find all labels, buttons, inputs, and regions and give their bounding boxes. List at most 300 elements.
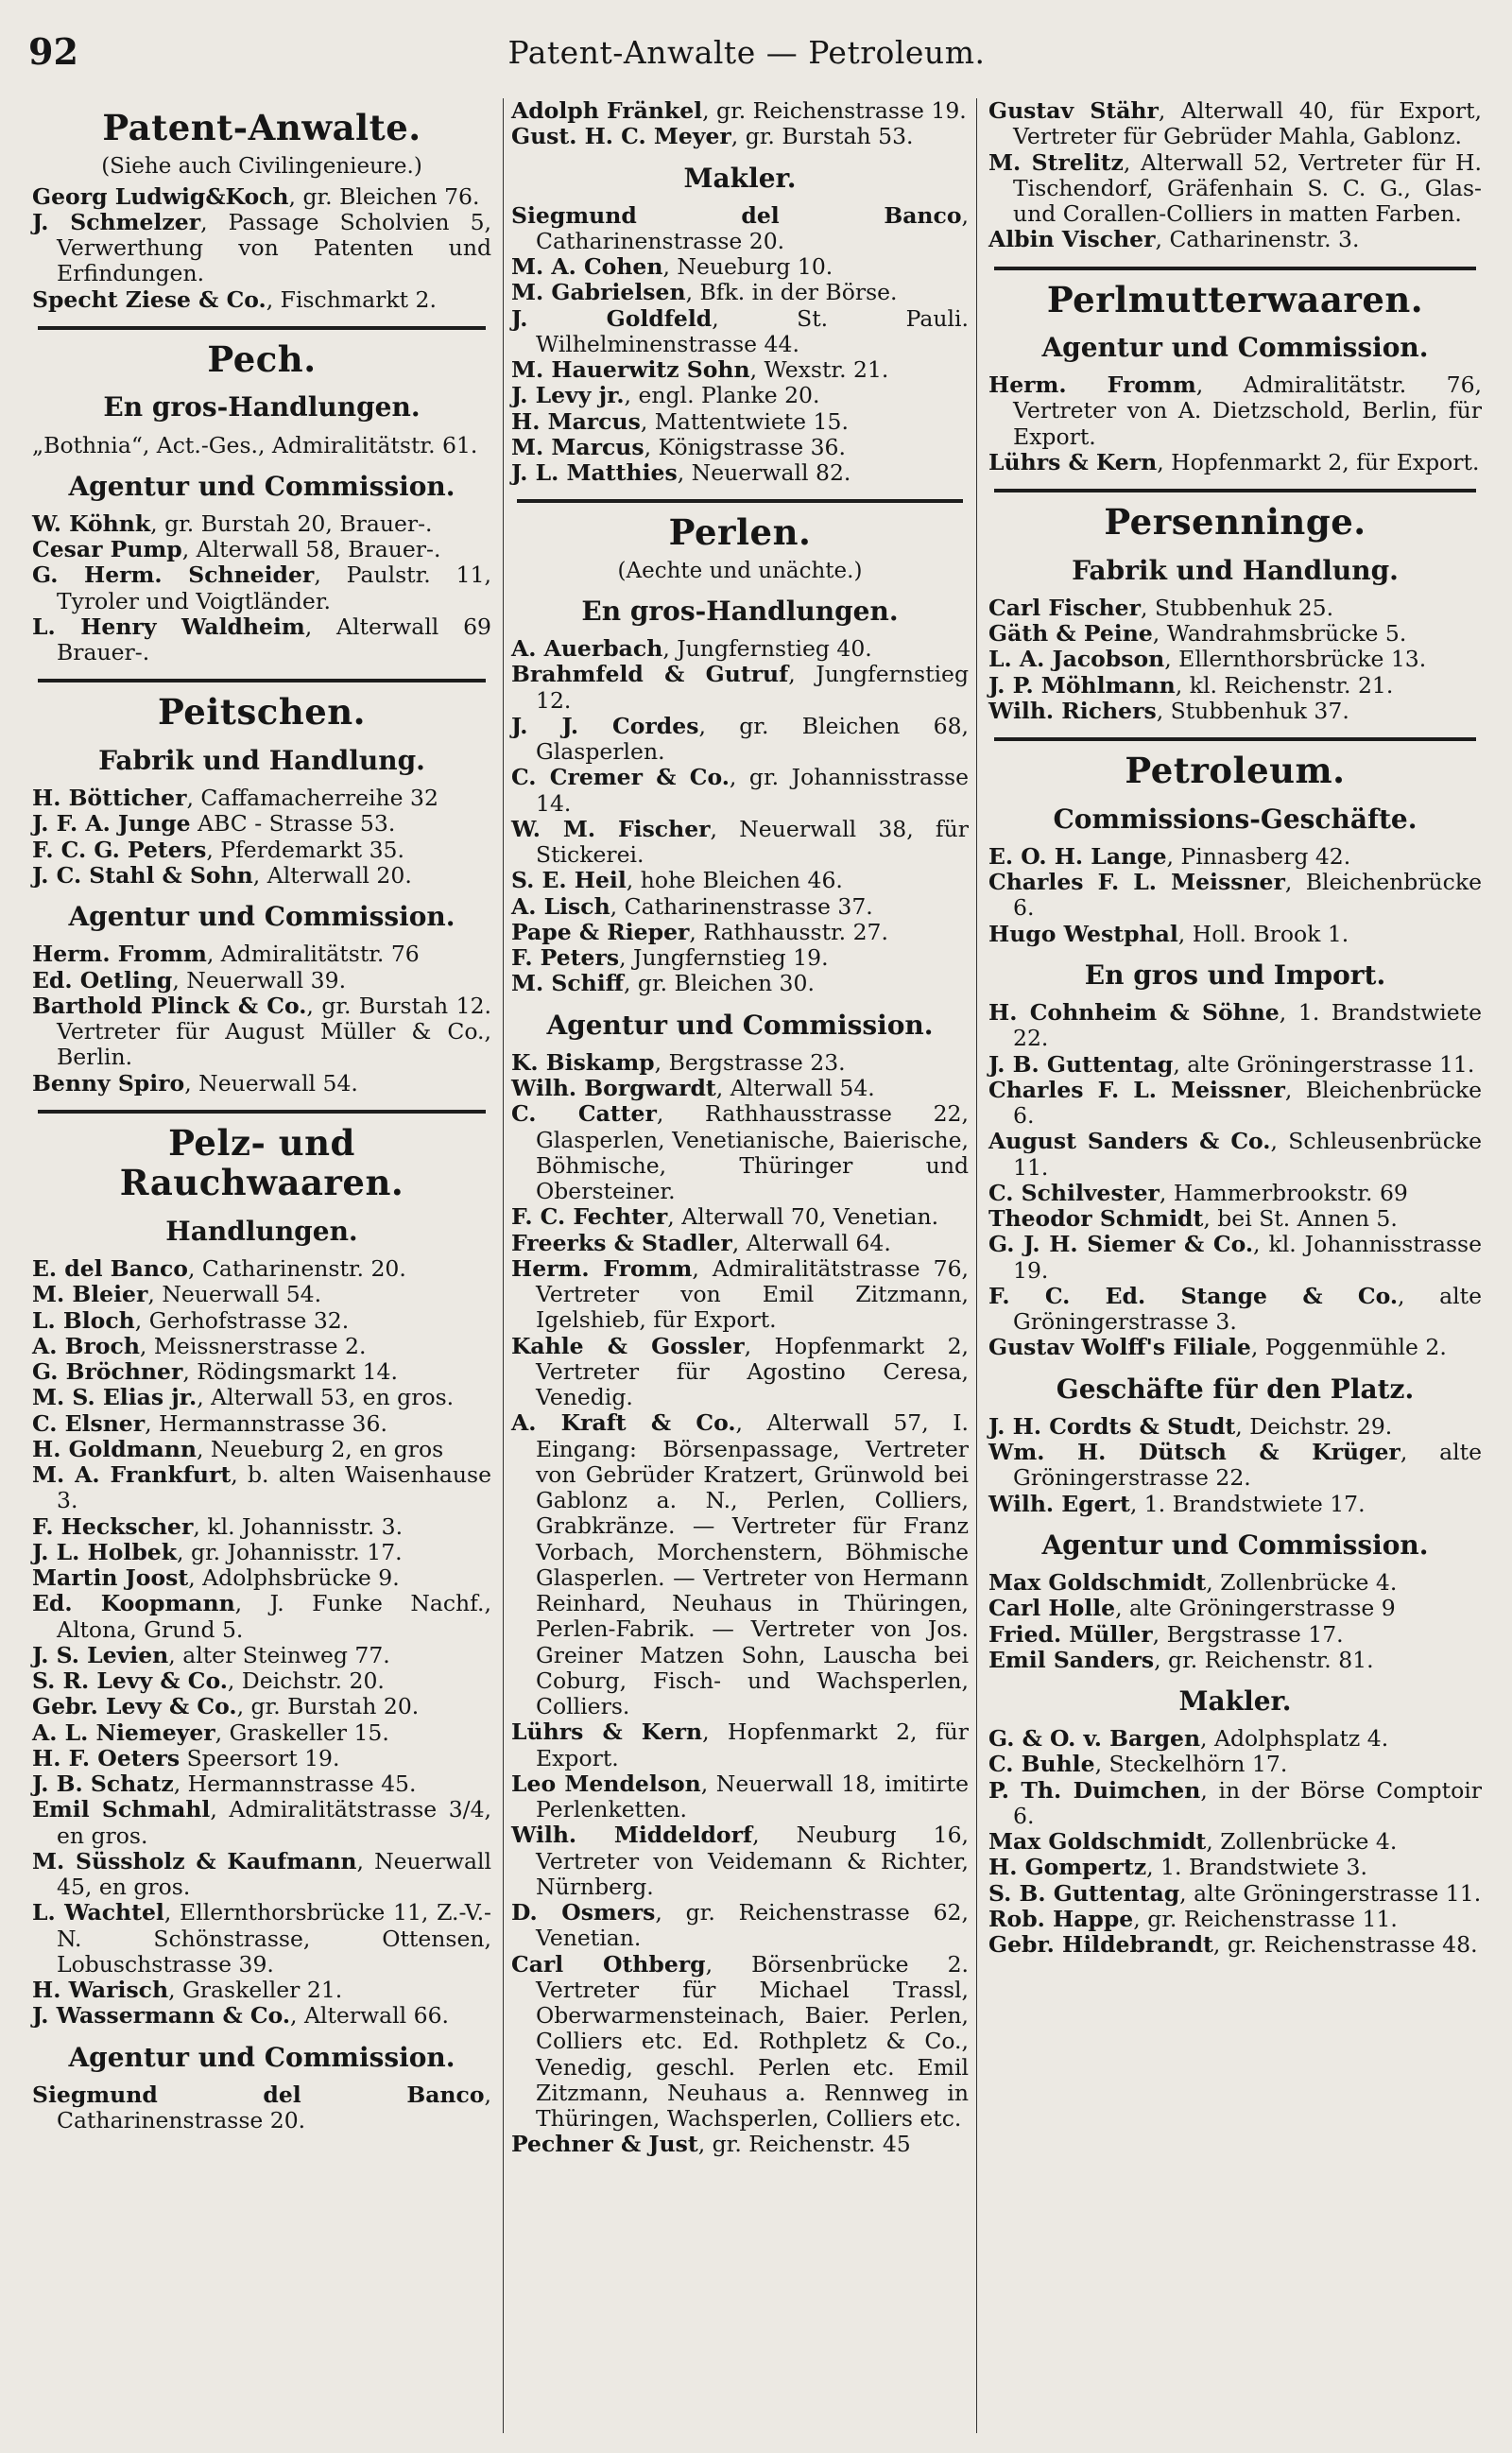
column-3: [985, 98, 1486, 2433]
entry-name: P. Th. Duimchen: [988, 1776, 1201, 1804]
entry-text: , Admiralitätstrasse 3/4, en gros.: [57, 1796, 491, 1849]
entry-name: E. O. H. Lange: [988, 842, 1167, 870]
directory-entry: [32, 1643, 491, 1668]
entry-name: Max Goldschmidt: [988, 1828, 1207, 1856]
directory-entry: [988, 1414, 1482, 1440]
entry-text: , Schleusenbrücke 11.: [1013, 1128, 1483, 1181]
entry-name: A. Kraft & Co.: [511, 1409, 736, 1437]
entry-text: , gr. Burstah 20, Brauer-.: [150, 510, 433, 537]
section-heading: Patent-Anwalte.: [102, 107, 421, 148]
directory-entry: [988, 150, 1482, 228]
entry-name: L. Bloch: [32, 1306, 135, 1334]
entry-text: , Jungfernstieg 19.: [619, 944, 829, 972]
entry-text: , Adolphsplatz 4.: [1200, 1725, 1389, 1753]
directory-entry: [511, 1410, 969, 1719]
entry-name: A. Broch: [32, 1332, 140, 1359]
directory-entry: [32, 511, 491, 537]
entry-text: , Paulstr. 11, Tyroler und Voigtländer.: [57, 561, 491, 614]
entry-text: , hohe Bleichen 46.: [626, 867, 843, 894]
directory-entry: [32, 1771, 491, 1797]
running-title: Patent-Anwalte — Petroleum.: [507, 34, 986, 71]
section-divider: [994, 737, 1476, 741]
subsection-heading: Agentur und Commission.: [1041, 1529, 1429, 1561]
entry-name: Siegmund del Banco: [32, 2081, 485, 2108]
directory-entry: [32, 1462, 491, 1514]
entry-text: , J. Funke Nachf., Altona, Grund 5.: [57, 1590, 491, 1643]
entry-text: Speersort 19.: [180, 1744, 340, 1771]
entry-name: Benny Spiro: [32, 1069, 185, 1097]
entry-text: , Zollenbrücke 4.: [1206, 1828, 1398, 1856]
entry-text: , 1. Brandstwiete 22.: [1013, 999, 1482, 1052]
entry-text: , Ellernthorsbrücke 13.: [1164, 646, 1427, 673]
directory-entry: [511, 1101, 969, 1204]
entry-text: , b. alten Waisenhause 3.: [57, 1461, 491, 1514]
entry-name: K. Biskamp: [511, 1048, 655, 1076]
directory-entry: [32, 287, 491, 313]
entry-name: J. L. Holbek: [32, 1538, 178, 1565]
entry-text: , Neuerwall 82.: [677, 459, 851, 487]
directory-entry: [32, 1437, 491, 1462]
entry-name: Barthold Plinck & Co.: [32, 992, 307, 1019]
entry-name: H. Gompertz: [988, 1854, 1147, 1881]
entry-name: Lührs & Kern: [988, 448, 1158, 475]
directory-entry: [511, 203, 969, 255]
entry-text: , Catharinenstrasse 20.: [536, 201, 969, 254]
directory-entry: [32, 1256, 491, 1282]
entry-text: , St. Pauli. Wilhelminenstrasse 44.: [536, 304, 970, 357]
entry-name: C. Elsner: [32, 1409, 146, 1437]
entry-text: , Wandrahmsbrücke 5.: [1152, 620, 1407, 648]
entry-name: Herm. Fromm: [988, 371, 1196, 399]
directory-entry: [988, 1778, 1482, 1830]
column-1: [28, 98, 495, 2433]
entry-text: , Neuerwall 45, en gros.: [57, 1847, 491, 1901]
directory-entry: [511, 460, 969, 486]
directory-entry: [511, 435, 969, 460]
entry-name: S. B. Guttentag: [988, 1879, 1180, 1907]
entry-name: F. C. Fechter: [511, 1203, 668, 1231]
section-heading: Pelz- und Rauchwaaren.: [119, 1121, 404, 1204]
directory-entry: [32, 433, 491, 458]
directory-entry: [988, 922, 1482, 947]
directory-entry: [32, 1334, 491, 1359]
entry-text: , Rödingsmarkt 14.: [182, 1358, 398, 1386]
entry-text: , Holl. Brook 1.: [1177, 920, 1349, 947]
directory-entry: [511, 1256, 969, 1334]
entry-text: , kl. Reichenstr. 21.: [1175, 671, 1394, 699]
entry-text: , Alterwall 57, I. Eingang: Börsenpassage, Vertreter von Gebrüder Kratzert, Grünwold bei Gablonz a. N., Perlen, Colliers, Grabkränze. — Vertreter für Franz Vorbach, Morchenstern, Böhmische Glasperlen. — Vertreter von Hermann Reinhard, Neuhaus in Thüringen, Perlen-Fabrik. — Vertreter von Jos. Greiner Matzen Sohn, Lauscha bei Coburg, Fisch- und Wachsperlen, Colliers.: [536, 1409, 969, 1720]
subsection-heading: Makler.: [1178, 1685, 1292, 1718]
entry-name: W. Köhnk: [32, 510, 151, 537]
entry-name: L. A. Jacobson: [988, 646, 1165, 673]
directory-section: [32, 326, 491, 666]
entry-text: , Alterwall 66.: [290, 2002, 450, 2030]
entry-text: , Bleichenbrücke 6.: [1013, 1076, 1482, 1130]
entry-text: , Deichstr. 29.: [1235, 1412, 1393, 1440]
subsection-heading: Commissions-Geschäfte.: [1053, 803, 1418, 835]
entry-name: J. P. Möhlmann: [988, 671, 1176, 699]
entry-name: J. J. Cordes: [511, 712, 699, 739]
directory-entry: [988, 647, 1482, 672]
directory-section: [32, 679, 491, 1096]
directory-entry: [511, 1050, 969, 1076]
directory-entry: [988, 1932, 1482, 1958]
entry-name: Albin Vischer: [988, 226, 1156, 253]
entry-text: , Bleichenbrücke 6.: [1013, 869, 1482, 922]
entry-name: Carl Fischer: [988, 594, 1141, 621]
directory-entry: [32, 1411, 491, 1437]
entry-text: , Alterwall 54.: [715, 1075, 875, 1102]
directory-entry: [988, 621, 1482, 647]
entry-name: J. B. Schatz: [32, 1771, 174, 1798]
entry-name: Fried. Müller: [988, 1620, 1153, 1648]
entry-text: , Neuerwall 18, imitirte Perlenketten.: [536, 1770, 970, 1823]
entry-text: , Jungfernstieg 12.: [536, 661, 969, 714]
directory-entry: [32, 1385, 491, 1410]
directory-section: [988, 98, 1482, 253]
entry-text: , gr. Burstah 12. Vertreter für August Müller & Co., Berlin.: [57, 992, 491, 1071]
entry-name: J. Schmelzer: [32, 208, 201, 235]
entry-name: J. Wassermann & Co.: [32, 2002, 291, 2030]
entry-text: , Adolphsbrücke 9.: [188, 1564, 400, 1592]
entry-name: Charles F. L. Meissner: [988, 869, 1285, 896]
entry-name: F. Peters: [511, 944, 620, 972]
directory-entry: [511, 383, 969, 408]
entry-name: A. Lisch: [511, 892, 610, 920]
entry-text: , Neuerwall 54.: [147, 1281, 322, 1308]
directory-entry: [32, 1540, 491, 1565]
entry-text: , Alterwall 20.: [252, 861, 412, 889]
section-heading: Pech.: [207, 337, 317, 380]
directory-entry: [511, 306, 969, 358]
entry-text: , alte Gröningerstrasse 3.: [1013, 1282, 1482, 1336]
entry-name: H. Marcus: [511, 407, 641, 435]
directory-entry: [511, 1719, 969, 1771]
directory-entry: [32, 210, 491, 287]
directory-entry: [988, 673, 1482, 699]
entry-name: E. del Banco: [32, 1255, 188, 1283]
entry-name: Emil Sanders: [988, 1646, 1155, 1673]
entry-name: Siegmund del Banco: [511, 201, 962, 229]
directory-entry: [32, 537, 491, 562]
entry-text: , gr. Bleichen 68, Glasperlen.: [536, 712, 970, 766]
directory-entry: [511, 1204, 969, 1230]
entry-text: , gr. Reichenstrasse 19.: [702, 98, 967, 124]
directory-entry: [511, 817, 969, 869]
entry-text: , gr. Bleichen 30.: [623, 970, 815, 997]
entry-name: H. F. Oeters: [32, 1744, 180, 1771]
entry-text: , Catharinenstr. 3.: [1155, 226, 1360, 253]
entry-name: C. Cremer & Co.: [511, 764, 730, 791]
directory-entry: [988, 1078, 1482, 1130]
entry-text: , Alterwall 58, Brauer-.: [181, 536, 441, 563]
directory-entry: [511, 714, 969, 766]
directory-entry: [32, 1849, 491, 1901]
entry-name: D. Osmers: [511, 1899, 656, 1926]
entry-name: Lührs & Kern: [511, 1719, 703, 1746]
entry-name: Charles F. L. Meissner: [988, 1076, 1285, 1103]
directory-entry: [988, 596, 1482, 621]
entry-name: J. B. Guttentag: [988, 1050, 1174, 1078]
subsection-heading: En gros-Handlungen.: [103, 391, 421, 423]
entry-text: , Bergstrasse 17.: [1152, 1620, 1344, 1648]
subsection-heading: Agentur und Commission.: [68, 470, 455, 502]
directory-entry: [32, 786, 491, 811]
directory-section: [32, 108, 491, 313]
directory-entry: [511, 254, 969, 280]
section-heading: Peitschen.: [157, 691, 367, 734]
entry-text: , Caffamacherreihe 32: [186, 785, 438, 812]
entry-name: Gäth & Peine: [988, 620, 1153, 648]
directory-entry: [32, 838, 491, 863]
directory-entry: [988, 227, 1482, 252]
directory-entry: [988, 1000, 1482, 1052]
entry-name: A. L. Niemeyer: [32, 1719, 215, 1746]
entry-text: , Catharinenstrasse 37.: [610, 892, 873, 920]
entry-name: L. Wachtel: [32, 1899, 164, 1926]
entry-name: Cesar Pump: [32, 536, 182, 563]
entry-text: , Stubbenhuk 37.: [1156, 697, 1349, 724]
directory-entry: [32, 811, 491, 837]
entry-name: Gustav Stähr: [988, 98, 1159, 124]
entry-text: , Alterwall 52, Vertreter für H. Tischendorf, Gräfenhain S. C. G., Glas- und Corallen-Colliers in matten Farben.: [1013, 148, 1483, 227]
entry-name: Wilh. Middeldorf: [511, 1822, 753, 1849]
entry-name: Martin Joost: [32, 1564, 189, 1592]
directory-entry: [988, 1335, 1482, 1360]
section-heading: Petroleum.: [1125, 750, 1346, 792]
entry-name: Gust. H. C. Meyer: [511, 123, 731, 150]
directory-section: [511, 98, 969, 486]
entry-name: F. C. Ed. Stange & Co.: [988, 1282, 1399, 1309]
entry-text: , Gerhofstrasse 32.: [134, 1306, 350, 1334]
entry-name: F. Heckscher: [32, 1512, 194, 1540]
entry-text: , Admiralitätstr. 76: [206, 941, 420, 968]
entry-text: , engl. Planke 20.: [624, 382, 820, 409]
directory-entry: [511, 636, 969, 662]
page-header: [0, 26, 1512, 83]
entry-text: , Hopfenmarkt 2, Vertreter für Agostino Ceresa, Venedig.: [536, 1332, 969, 1411]
entry-text: , Deichstr. 20.: [227, 1667, 385, 1695]
entry-text: , alte Gröningerstrasse 22.: [1013, 1439, 1482, 1492]
directory-entry: [988, 1855, 1482, 1880]
entry-text: , Neuerwall 39.: [172, 966, 347, 993]
directory-section: [988, 737, 1482, 1958]
entry-text: , Neuerwall 54.: [184, 1069, 358, 1097]
directory-entry: [511, 945, 969, 971]
entry-text: , Neuerwall 38, für Stickerei.: [536, 815, 969, 869]
entry-text: , gr. Bleichen 76.: [288, 182, 480, 210]
directory-section: [32, 1110, 491, 2133]
directory-entry: [988, 1881, 1482, 1907]
entry-text: , Fischmarkt 2.: [266, 285, 437, 313]
entry-name: J. H. Cordts & Studt: [988, 1412, 1236, 1440]
entry-text: „Bothnia“, Act.-Ges., Admiralitätstr. 61.: [32, 431, 478, 458]
entry-name: Herm. Fromm: [511, 1254, 693, 1282]
entry-text: , gr. Burstah 20.: [236, 1693, 420, 1720]
entry-name: H. Cohnheim & Söhne: [988, 999, 1280, 1027]
entry-name: Wilh. Egert: [988, 1490, 1130, 1517]
directory-entry: [32, 1071, 491, 1097]
entry-name: Pechner & Just: [511, 2131, 698, 2158]
entry-text: , Neueburg 2, en gros: [196, 1435, 444, 1462]
entry-name: M. Gabrielsen: [511, 279, 686, 306]
entry-text: , alter Steinweg 77.: [168, 1641, 390, 1668]
directory-entry: [511, 280, 969, 305]
entry-name: Wilh. Borgwardt: [511, 1075, 716, 1102]
entry-text: , Hopfenmarkt 2, für Export.: [536, 1719, 969, 1771]
entry-name: Hugo Westphal: [988, 920, 1178, 947]
directory-entry: [32, 1308, 491, 1334]
directory-entry: [32, 1746, 491, 1771]
entry-name: H. Warisch: [32, 1977, 169, 2004]
entry-text: , Rathhausstrasse 22, Glasperlen, Venetianische, Baierische, Böhmische, Thüringer und Obersteiner.: [536, 1100, 969, 1205]
directory-entry: [32, 1359, 491, 1385]
directory-entry: [511, 1822, 969, 1900]
directory-entry: [988, 1596, 1482, 1621]
directory-entry: [988, 1829, 1482, 1855]
entry-name: Gebr. Levy & Co.: [32, 1693, 237, 1720]
directory-entry: [988, 1648, 1482, 1673]
directory-entry: [988, 1052, 1482, 1078]
entry-name: Brahmfeld & Gutruf: [511, 661, 789, 688]
entry-text: , Stubbenhuk 25.: [1141, 594, 1334, 621]
directory-section: [988, 489, 1482, 724]
entry-text: , 1. Brandstwiete 3.: [1146, 1854, 1367, 1881]
subsection-heading: Fabrik und Handlung.: [1072, 554, 1399, 586]
entry-name: August Sanders & Co.: [988, 1128, 1271, 1155]
entry-name: Theodor Schmidt: [988, 1205, 1204, 1233]
entry-text: , gr. Reichenstr. 81.: [1154, 1646, 1374, 1673]
entry-name: J. F. A. Junge: [32, 810, 191, 838]
directory-entry: [988, 98, 1482, 150]
entry-name: M. S. Elias jr.: [32, 1384, 198, 1411]
directory-entry: [988, 1907, 1482, 1932]
entry-text: ABC - Strasse 53.: [190, 810, 396, 838]
entry-text: , Graskeller 21.: [168, 1977, 343, 2004]
directory-entry: [511, 357, 969, 383]
entry-name: H. Bötticher: [32, 785, 187, 812]
entry-name: Ed. Koopmann: [32, 1590, 235, 1617]
directory-entry: [32, 562, 491, 614]
entry-text: , Alterwall 64.: [731, 1229, 891, 1256]
entry-text: , Wexstr. 21.: [749, 356, 889, 384]
entry-text: , Bergstrasse 23.: [654, 1048, 846, 1076]
directory-entry: [988, 1206, 1482, 1232]
entry-text: , Rathhausstr. 27.: [689, 918, 888, 945]
entry-text: , gr. Johannisstrasse 14.: [536, 764, 969, 817]
entry-text: , alte Gröningerstrasse 11.: [1179, 1879, 1482, 1907]
subsection-heading: Agentur und Commission.: [546, 1009, 934, 1041]
subsection-heading: Fabrik und Handlung.: [98, 745, 425, 777]
directory-entry: [32, 2082, 491, 2134]
entry-name: M. Hauerwitz Sohn: [511, 356, 750, 384]
entry-text: , Hopfenmarkt 2, für Export.: [1157, 448, 1480, 475]
directory-entry: [988, 1570, 1482, 1596]
directory-entry: [32, 1900, 491, 1978]
directory-entry: [32, 1668, 491, 1694]
subsection-heading: Agentur und Commission.: [68, 901, 455, 933]
entry-name: Rob. Happe: [988, 1905, 1134, 1932]
entry-name: Max Goldschmidt: [988, 1569, 1207, 1597]
subsection-heading: Agentur und Commission.: [1041, 332, 1429, 364]
directory-entry: [32, 1978, 491, 2003]
page-number: 92: [28, 30, 78, 73]
directory-entry: [511, 1231, 969, 1256]
entry-name: Kahle & Gossler: [511, 1332, 745, 1359]
entry-text: , Zollenbrücke 4.: [1206, 1569, 1398, 1597]
entry-name: A. Auerbach: [511, 635, 663, 663]
entry-name: Herm. Fromm: [32, 941, 207, 968]
entry-text: , Jungfernstieg 40.: [662, 635, 872, 663]
directory-entry: [988, 844, 1482, 870]
entry-name: G. & O. v. Bargen: [988, 1725, 1201, 1753]
entry-name: Gebr. Hildebrandt: [988, 1931, 1213, 1959]
entry-name: L. Henry Waldheim: [32, 613, 305, 640]
entry-text: , Alterwall 40, für Export, Vertreter für Gebrüder Mahla, Gablonz.: [1013, 98, 1482, 150]
entry-name: Adolph Fränkel: [511, 98, 703, 124]
directory-entry: [511, 1900, 969, 1952]
entry-text: , kl. Johannisstr. 3.: [193, 1512, 404, 1540]
entry-text: , Hammerbrookstr. 69: [1159, 1179, 1408, 1206]
directory-entry: [32, 941, 491, 967]
directory-entry: [511, 662, 969, 714]
directory-entry: [32, 1591, 491, 1643]
directory-entry: [988, 1129, 1482, 1181]
entry-text: , Catharinenstrasse 20.: [57, 2081, 491, 2134]
entry-name: S. E. Heil: [511, 867, 627, 894]
directory-entry: [32, 1720, 491, 1746]
entry-name: Freerks & Stadler: [511, 1229, 732, 1256]
entry-name: M. Bleier: [32, 1281, 148, 1308]
directory-section: [988, 267, 1482, 476]
entry-text: , Poggenmühle 2.: [1250, 1334, 1447, 1361]
entry-text: , Steckelhörn 17.: [1094, 1751, 1288, 1778]
entry-name: C. Schilvester: [988, 1179, 1160, 1206]
section-divider: [38, 1110, 486, 1114]
entry-text: , gr. Reichenstrasse 48.: [1212, 1931, 1478, 1959]
entry-text: , Neueburg 10.: [662, 253, 833, 281]
directory-entry: [32, 1565, 491, 1591]
entry-text: , Börsenbrücke 2. Vertreter für Michael Trassl, Oberwarmensteinach, Baier. Perlen, Colliers etc. Ed. Rothpletz & Co., Venedig, geschl. Perlen etc. Emil Zitzmann, Neuhaus a. Rennweg in Thüringen, Wachsperlen, Colliers etc.: [536, 1950, 970, 2133]
entry-name: J. Goldfeld: [511, 304, 713, 332]
entry-text: , Admiralitätstrasse 76, Vertreter von Emil Zitzmann, Igelshieb, für Export.: [536, 1254, 970, 1334]
subsection-heading: En gros und Import.: [1084, 959, 1386, 991]
directory-entry: [511, 1771, 969, 1823]
directory-entry: [32, 1694, 491, 1719]
directory-entry: [988, 870, 1482, 922]
directory-entry: [988, 1181, 1482, 1206]
directory-entry: [32, 993, 491, 1071]
entry-text: , alte Gröningerstrasse 9: [1115, 1595, 1396, 1622]
entry-name: Emil Schmahl: [32, 1796, 211, 1823]
directory-entry: [511, 1952, 969, 2133]
entry-name: M. A. Cohen: [511, 253, 663, 281]
directory-entry: [511, 1076, 969, 1101]
entry-text: , Pinnasberg 42.: [1166, 842, 1351, 870]
entry-name: M. A. Frankfurt: [32, 1461, 232, 1489]
column-2: [503, 98, 977, 2433]
section-divider: [994, 489, 1476, 492]
entry-text: , Admiralitätstr. 76, Vertreter von A. Dietzschold, Berlin, für Export.: [1013, 371, 1482, 450]
entry-name: Carl Othberg: [511, 1950, 706, 1978]
entry-text: , Alterwall 53, en gros.: [197, 1384, 455, 1411]
entry-name: F. C. G. Peters: [32, 836, 207, 863]
entry-name: M. Süssholz & Kaufmann: [32, 1847, 357, 1874]
entry-text: , kl. Johannisstrasse 19.: [1013, 1231, 1482, 1284]
entry-name: G. Herm. Schneider: [32, 561, 315, 589]
directory-entry: [32, 614, 491, 666]
directory-entry: [511, 2132, 969, 2157]
